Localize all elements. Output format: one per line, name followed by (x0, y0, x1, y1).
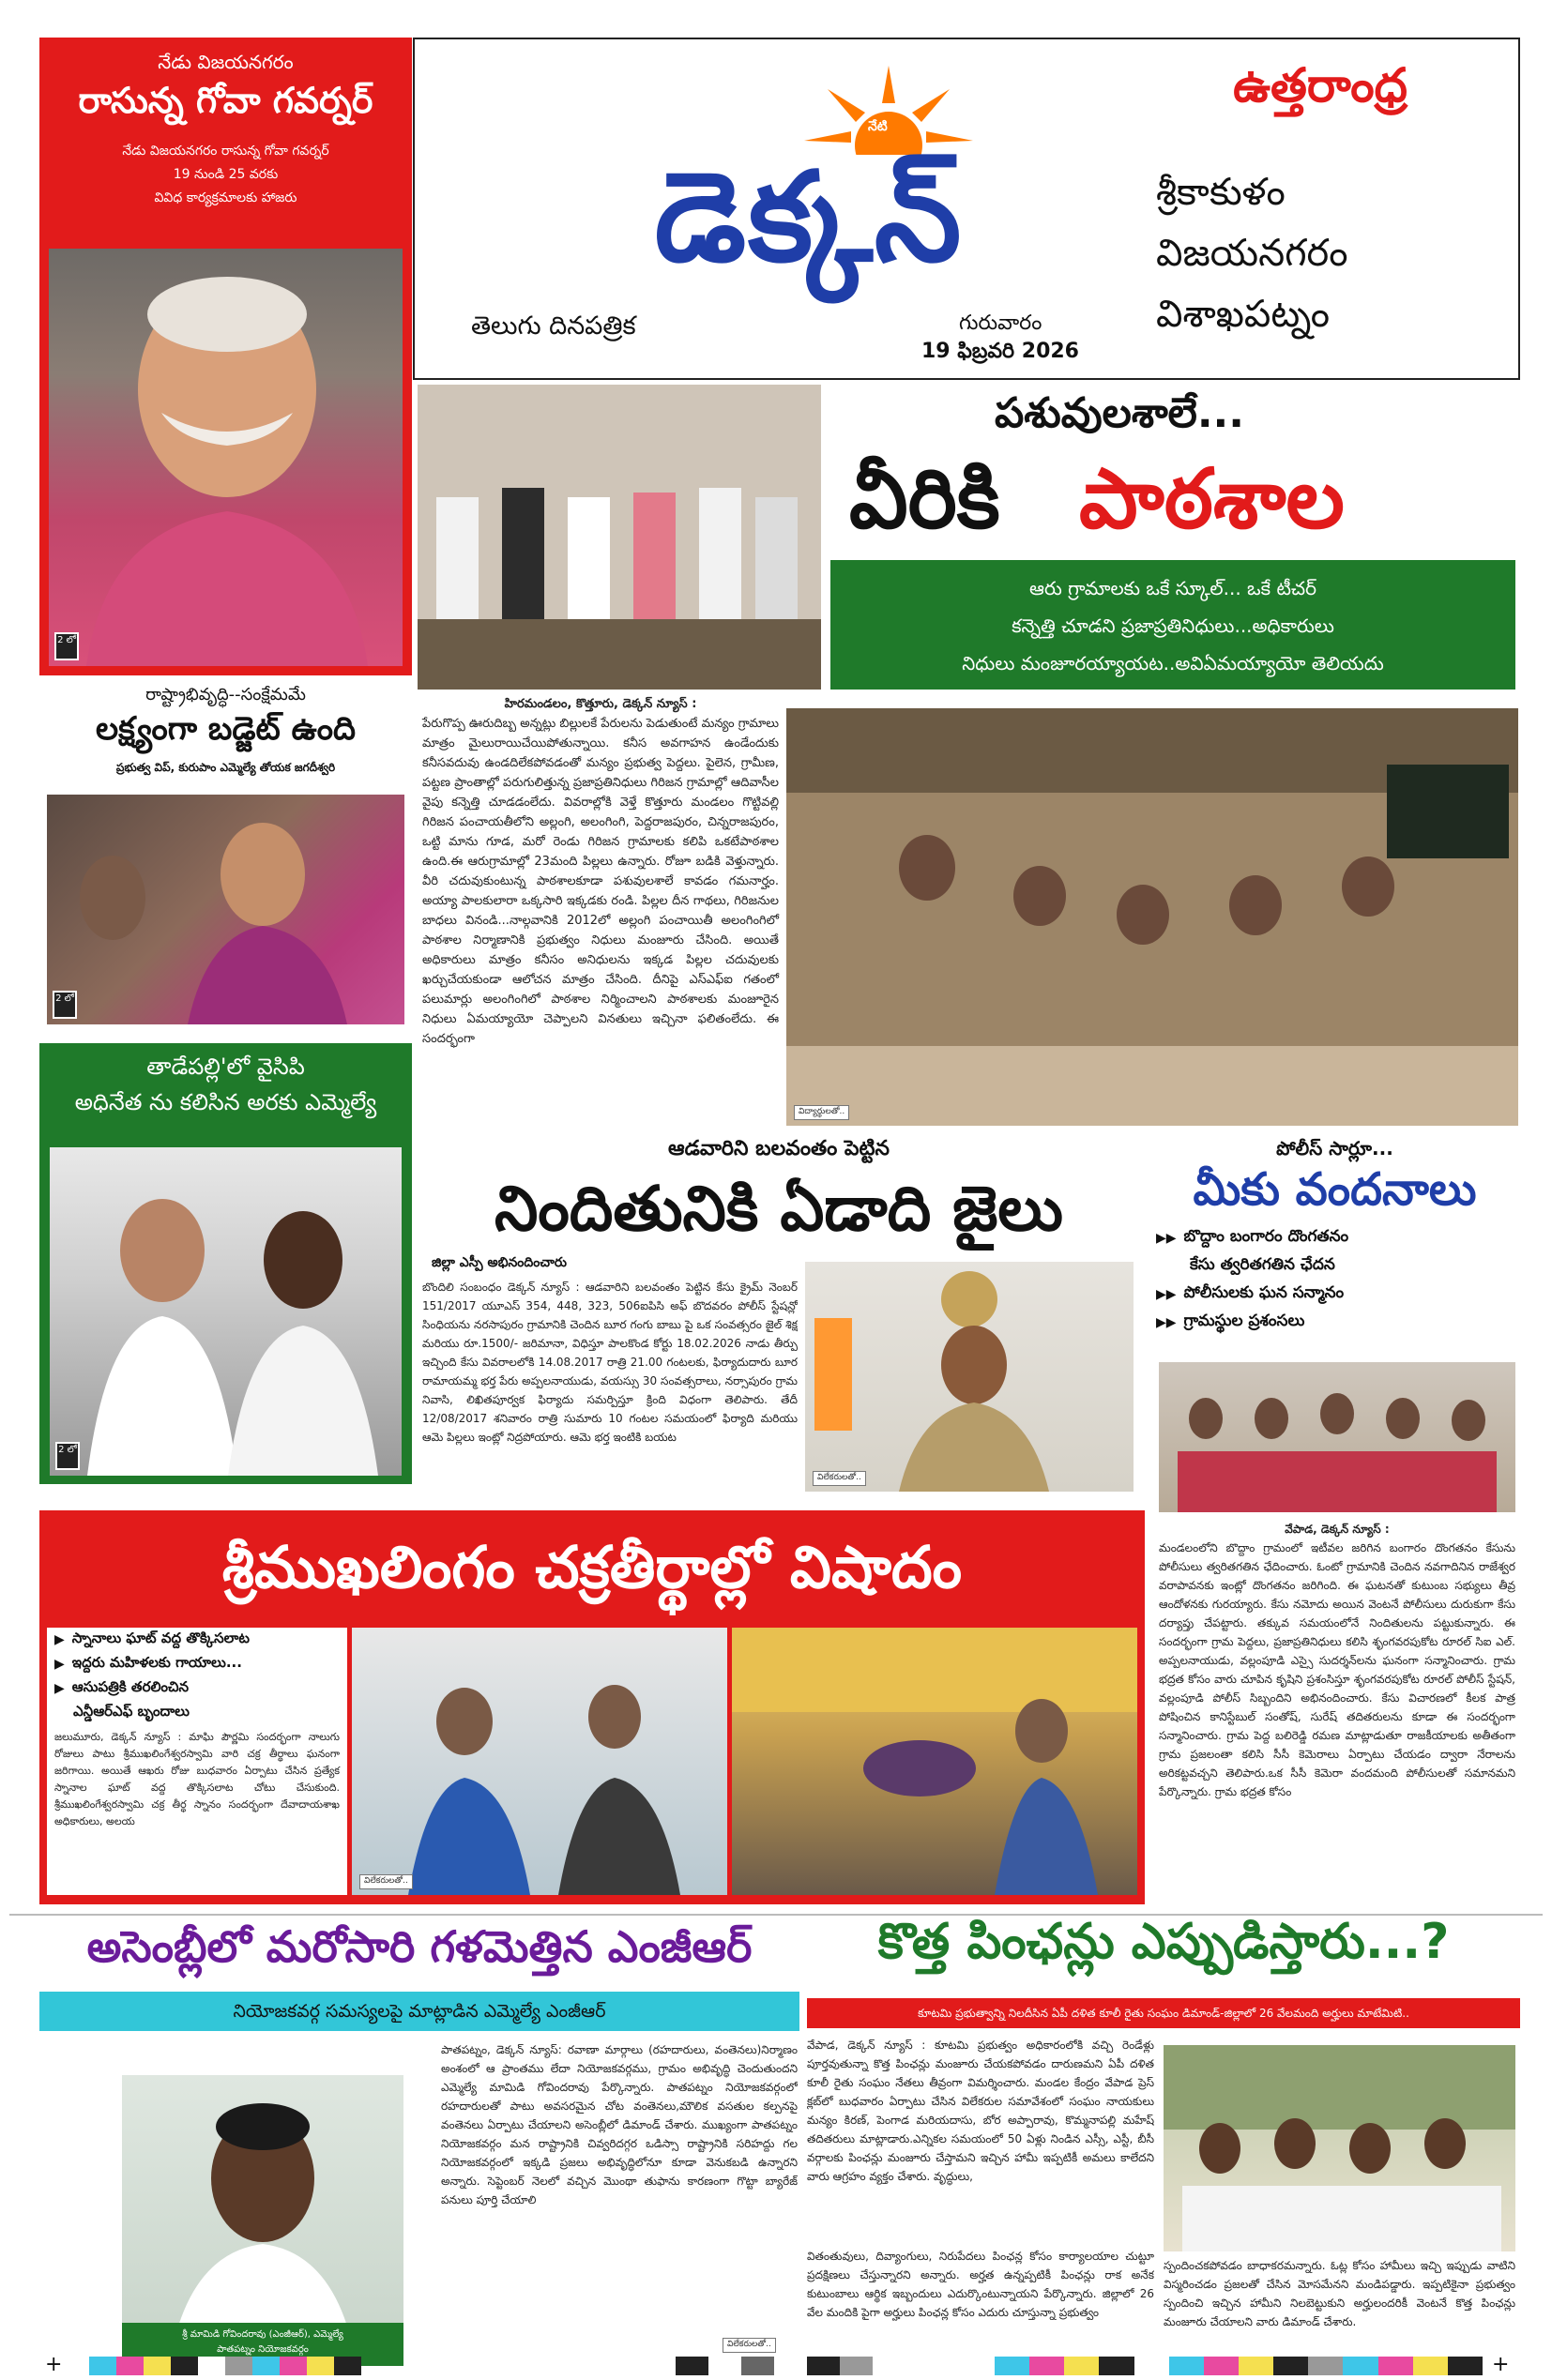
sun-logo-icon (799, 66, 978, 155)
bullet-arrow-icon: ▶▶ (1156, 1231, 1177, 1246)
masthead-date: 19 ఫిబ్రవరి 2026 (921, 340, 1079, 363)
governor-line-2: 19 నుండి 25 వరకు (173, 167, 279, 182)
footer-plus-left: + (45, 2353, 63, 2376)
budget-headline: లక్ష్యంగా బడ్జెట్ ఉంది (96, 710, 356, 748)
tadepalli-line1: తాడేపల్లి'లో వైసిపి (146, 1054, 305, 1080)
budget-section (39, 677, 412, 1029)
pension-photo (1164, 2045, 1515, 2251)
district-2: విజయనగరం (1156, 232, 1348, 275)
school-green-line-2: కన్నెత్తి చూడని ప్రజాప్రతినిధులు...అధికారులు (1012, 614, 1334, 637)
police-bullet-2: కేసు త్వరితగతిన ఛేదన (1190, 1255, 1335, 1274)
masthead-subtitle: తెలుగు దినపత్రిక (471, 311, 636, 341)
school-green-line-3: నిధులు మంజూరయ్యాయట..అవిఏమయ్యాయో తెలియదు (962, 652, 1384, 675)
srimukha-rescue-illustration (732, 1628, 1137, 1895)
police-bullet-3: ▶▶ పోలీసులకు ఘన సన్మానం (1156, 1283, 1345, 1302)
tadepalli-page-tag: 2 లో (55, 1442, 80, 1470)
masthead-title: డెక్కన్ (654, 145, 964, 290)
srimukha-box (39, 1510, 1145, 1904)
srimukha-headline: శ్రీముఖలింగం చక్రతీర్థాల్లో విషాదం (221, 1533, 963, 1601)
masthead-weekday: గురువారం (959, 311, 1042, 335)
bullet-arrow-icon: ▶ (54, 1681, 65, 1696)
school-body: పేరుగొప్ప ఊరుదిబ్బ అన్నట్లు బిల్లులకే పేరులను పెడుతుంటే మన్యం గ్రామాలు మాత్రం మైలురాయిచేయిపోతున్నాయి. కనీస అవగాహన ఉండేందుకు కనీసవదువు ఉండదిలేకపోవడంతో మన్యం ప్రభుత్వ పెద్దలు. పైలెన, గ్రామీణ, పట్టణ ప్రాంతాల్లో పరుగులిత్తున్న ప్రజాప్రతినిధులు గిరిజన గ్రామాల్లో ఆదివాసీల వైపు కన్నెత్తి చూడడంలేదు. వివరాల్లోకి వెళ్తే కొత్తూరు మండలం గొట్టివల్లి గిరిజన పంచాయతీలోని అల్లంగి, అలంగింగి, పెద్దరాజపురం, చిన్నరాజపురం, ఒట్టి మాను గూడ, మరో రెండు గిరిజన గ్రామాలకు కలిపి ఒకటేపాఠశాల ఉంది.ఈ ఆరుగ్రామాల్లో 23మంది పిల్లలు ఉన్నారు. రోజూ బడికి వెళ్తున్నారు. వీరి చదువుకుంటున్న పాఠశాలకూడా పశువులశాలే కావడం గమనార్హం. అయ్యా పాలకులారా ఒక్కసారి ఇక్కడకు రండి. పిల్లల దీన గాథలు, గిరిజనుల బాధలు వినండి...నాల్గవానికి 2012లో అల్లంగి పంచాయితీ అలంగింగిలో పాఠశాల నిర్మాణానికి ప్రభుత్వం నిధులు మంజూరు చేసింది. అయితే అధికారులు మాత్రం కనీసం అనిధులను ఇక్కడ పిల్లల చదువులకు ఖర్చుచేయకుండా ఆలోచన మాత్రం చేసింది. దీనిపై ఎస్ఎఫ్ఐ గతంలో పలుమార్లు అలంగింగిలో పాఠశాల నిర్మించాలని పాఠశాలకు మంజూరైన నిధులు ఏమయ్యాయో చెప్పాలని వినతులు ఇచ్చినా ఫలితంలేదు. ఈ సందర్భంగా (422, 717, 779, 1046)
budget-photo-illustration (47, 795, 404, 1024)
mgr-sub: నియోజకవర్గ సమస్యలపై మాట్లాడిన ఎమ్మెల్యే ఎంజీఆర్ (233, 2001, 606, 2022)
srimukha-bullet-3: ▶ ఆసుపత్రికి తరలించిన (54, 1678, 189, 1696)
school-classroom-photo (786, 708, 1518, 1126)
tadepalli-line2: అధినేత ను కలిసిన అరకు ఎమ్మెల్యే (74, 1089, 377, 1115)
police-headline: మీకు వందనాలు (1193, 1163, 1477, 1216)
budget-photo (47, 795, 404, 1024)
jail-kicker: ఆడవారిని బలవంతం పెట్టిన (668, 1137, 890, 1160)
district-3: విశాఖపట్నం (1156, 293, 1330, 336)
budget-sub: ప్రభుత్వ విప్, కురుపాం ఎమ్మెల్యే తోయక జగదీశ్వరి (115, 761, 336, 774)
governor-line-3: వివిధ కార్యక్రమాలకు హాజరు (154, 190, 297, 205)
police-bullet-1: ▶▶ బొద్దాం బంగారం దొంగతనం (1156, 1227, 1349, 1246)
school-green-line-1: ఆరు గ్రామాలకు ఒకే స్కూల్... ఒకే టీచర్ (1029, 577, 1316, 599)
jail-sub: జిల్లా ఎస్పీ అభినందించారు (432, 1255, 567, 1270)
srimukha-left-panel (47, 1628, 347, 1895)
srimukha-bullet-1: ▶ స్నానాలు ఘాట్ వద్ద తొక్కిసలాట (54, 1630, 250, 1647)
jail-sp-illustration (805, 1262, 1134, 1492)
pension-body-right: స్పందించకపోవడం బాధాకరమన్నారు. ఓట్ల కోసం హామీలు ఇచ్చి ఇప్పుడు వాటిని విస్మరించడం ప్రజలతో చేసిన మోసమేనని మండిపడ్డారు. ఇప్పటికైనా ప్రభుత్వం స్పందించి ఇచ్చిన హామీని నిలబెట్టుకుని అర్హులందరికీ వెంటనే కొత్త పింఛన్లు మంజూరు చేయాలని వారు డిమాండ్ చేశారు. (1164, 2259, 1515, 2328)
masthead-region: ఉత్తరాంధ్ర (1233, 58, 1407, 113)
mgr-headline: అసెంబ్లీలో మరోసారి గళమెత్తిన ఎంజీఆర్ (86, 1921, 753, 1972)
masthead (413, 38, 1520, 380)
srimukha-photo-credit: విలేకరులతో.. (359, 1874, 413, 1889)
governor-page-tag: 2 లో (54, 632, 79, 660)
sun-text: నేటి (868, 119, 888, 134)
governor-headline: రాసున్న గోవా గవర్నర్ (78, 80, 373, 121)
bullet-arrow-icon: ▶ (54, 1632, 65, 1647)
school-top-photo (418, 385, 821, 690)
srimukha-photo-right (732, 1628, 1137, 1895)
tadepalli-photo (50, 1147, 402, 1476)
police-bullet-4: ▶▶ గ్రామస్థుల ప్రశంసలు (1156, 1311, 1305, 1330)
budget-page-tag: 2 లో (53, 991, 77, 1019)
jail-headline: నిందితునికి ఏడాది జైలు (494, 1173, 1064, 1245)
police-dateline: వేపాడ, డెక్కన్ న్యూస్ : (1285, 1523, 1390, 1536)
pension-sub-bar (807, 1998, 1520, 2028)
srimukha-photo-left (352, 1628, 727, 1895)
tadepalli-photo-illustration (50, 1147, 402, 1476)
pension-photo-illustration (1164, 2045, 1515, 2251)
footer-plus-right: + (1492, 2353, 1510, 2376)
police-body: మండలంలోని బొద్దాం గ్రామంలో ఇటీవల జరిగిన బంగారం దొంగతనం కేసును పోలీసులు త్వరితగతిన ఛేదించారు. ఓంటో గ్రామానికి చెందిన నవగాదినిన రాజేశ్వర వరాపావనకు ఇంట్లో దొంగతనం జరిగింది. ఈ ఘటనతో కుటుంబ సభ్యులు తీవ్ర ఆందోళనకు గురయ్యారు. కేసు నమోదు అయిన వెంటనే పోలీసులు దురుకుగా కేసు దర్యాప్తు చేపట్టారు. తక్కువ సమయంలోనే నిందితులను పట్టుకున్నారు. ఈ సందర్భంగా గ్రామ పెద్దలు, ప్రజాప్రతినిధులు కలిసి శృంగవరపుకోట రూరల్ సిఐ ఎల్. అప్పలనాయుడు, వల్లంపూడి ఎస్సై సుదర్శన్‌లను ఘనంగా సన్మానించారు. గ్రామ భద్రత కోసం వారు చూపిన కృషిని ప్రశంసిస్తూ శృంగవరపుకోట రూరల్ పోలీస్ స్టేషన్, వల్లంపూడి పోలీస్ సిబ్బందిని అభినందించారు. కేసు విచారణలో కీలక పాత్ర పోషించిన కానిస్టేబుల్ సంతోష్, సురేష్ తదితరులను కూడా ఈ సందర్భంగా సన్మానించారు. గ్రామ పెద్ద బలిరెడ్డి రమణ మాట్లాడుతూ రాజకీయాలకు అతీతంగా గ్రామ ప్రజలంతా కలిసి సీసీ కెమెరాలు ఏర్పాటు చేయడం ద్వారా నేరాలను అరికట్టవచ్చని తెలిపారు.ఒక సీసీ కెమెరా వందమంది పోలీసులతో సమానమని పేర్కొన్నారు. గ్రామ భద్రత కోసం (1159, 1541, 1515, 1798)
police-bullets (1156, 1224, 1513, 1337)
school-headline-black: వీరికి (849, 450, 1000, 547)
governor-portrait-illustration (49, 249, 403, 666)
jail-photo-credit: విలేకరులతో.. (813, 1471, 866, 1486)
bullet-arrow-icon: ▶▶ (1156, 1287, 1177, 1302)
bullet-arrow-icon: ▶▶ (1156, 1315, 1177, 1330)
color-registration-bar-mid (676, 2357, 873, 2375)
school-article (422, 694, 779, 1135)
mgr-caption-name: శ్రీ మామిడి గోవిందరావు (ఎంజీఆర్), ఎమ్మెల్యే (182, 2329, 343, 2340)
srimukha-bullet-2: ▶ ఇద్దరు మహిళలకు గాయాలు... (54, 1654, 242, 1672)
police-article (1159, 1520, 1515, 1914)
district-1: శ్రీకాకుళం (1156, 171, 1286, 214)
school-classroom-illustration (786, 708, 1518, 1126)
pension-body-left: వేపాడ, డెక్కన్ న్యూస్ : కూటమి ప్రభుత్వం అధికారంలోకి వచ్చి రెండేళ్లు పూర్తవుతున్నా కొత్త పింఛన్లు మంజూరు చేయకపోవడం దారుణమని ఏపీ దళిత కూలీ రైతు సంఘం నేతలు తీవ్రంగా విమర్శించారు. మండల కేంద్రం వేపాడ ప్రెస్ క్లబ్‌లో బుధవారం ఏర్పాటు చేసిన విలేకరుల సమావేశంలో సంఘం నాయకులు మన్యం కిరణ్, పెంగాడ మరియదాసు, బోర అప్పారావు, కొమ్మనాపల్లి మహేష్ తదితరులు మాట్లాడారు.ఎన్నికల సమయంలో 50 ఏళ్లు నిండిన ఎస్సీ, ఎస్టీ, బీసీ వర్గాలకు పింఛన్లు మంజూరు చేస్తామని ఇచ్చిన హామీ ఇప్పటికీ అమలు కాలేదని వారు ఆగ్రహం వ్యక్తం చేశారు. వృద్ధులు, (807, 2039, 1154, 2183)
mgr-photo-credit: విలేకరులతో.. (723, 2338, 776, 2353)
mgr-body: పాతపట్నం, డెక్కన్ న్యూస్: రవాణా మార్గాలు (రహదారులు, వంతెనలు)నిర్మాణం అంశంలో ఆ ప్రాంతము లేదా నియోజకవర్గము, గ్రామం అభివృద్ధి చెందుతుందని ఎమ్మెల్యే మామిడి గోవిందరావు పేర్కొన్నారు. పాతపట్నం నియోజకవర్గంలో రహదారులతో పాటు అవసరమైన చోట వంతెనలు,మౌలిక వసతుల కల్పనపై వంతెనలు ఏర్పాటు చేయాలని అసెంబ్లీలో డిమాండ్ చేశారు. ముఖ్యంగా పాతపట్నం నియోజకవర్గం మన రాష్ట్రానికి చివ్వరిదగ్గర ఒడిస్సా రాష్ట్రానికి సరిహద్దు గల నియోజకవర్గంలో ఇక్కడి ప్రజలు అభివృద్ధిలోనూ కూడా వెనుకబడి ఉన్నారని అన్నారు. సెప్టెంబర్ నెలలో వచ్చిన మొంథా తుఫాను కారణంగా గొట్టా బ్యారేజ్ పనులు పూర్తి చేయాలి (441, 2043, 798, 2206)
jail-body: బొందిలి సంబంధం డెక్కన్ న్యూస్ : ఆడవారిని బలవంతం పెట్టిన కేసు క్రైమ్ నెంబర్ 151/2017 యూఎస్ 354, 448, 323, 506ఐపిసి అఫ్ బొదవరం పోలీస్ స్టేషన్లో సింధియను నరసాపురం గ్రామానికి చెందిన బూర గంగు బాబు పై ఒక సంవత్సరం జైల్ శిక్ష మరియు రూ.1500/- జరిమానా, విధిస్తూ పాలకొండ కోర్టు 18.02.2026 నాడు తీర్పు ఇచ్చింది కేసు వివరాలలోకి 14.08.2017 రాత్రి 21.00 గంటలకు, ఫిర్యాదుదారు బూర రామాయమ్మ భర్త పేరు అప్పలనాయుడు, వయస్సు 30 సంవత్సరాలు, నర్సాపురం గ్రామ నివాసి, లిఖితపూర్వక ఫిర్యాదు సమర్పిస్తూ క్రింది విధంగా తెలిపారు. తేదీ 12/08/2017 శనివారం రాత్రి సుమారు 10 గంటల సమయంలో ఫిర్యాది మరియు ఆమె పిల్లలు ఇంట్లో నిద్రపోయారు. ఆమె భర్త ఇంటికి బయట (422, 1281, 798, 1444)
bullet-arrow-icon: ▶ (54, 1657, 65, 1672)
school-headline-red: పాఠశాల (1079, 450, 1345, 547)
mgr-photo (122, 2075, 403, 2366)
mgr-caption-place: పాతపట్నం నియోజకవర్గం (217, 2344, 309, 2355)
srimukha-ambulance-illustration (352, 1628, 727, 1895)
school-green-bar (830, 560, 1515, 690)
police-felicitation-illustration (1159, 1362, 1515, 1512)
pension-headline: కొత్త పింఛన్లు ఎప్పుడిస్తారు...? (877, 1914, 1450, 1970)
pension-sub: కూటమి ప్రభుత్వాన్ని నిలదీసిన ఏపీ దళిత కూలీ రైతు సంఘం డిమాండ్-జిల్లాలో 26 వేలమంది అర్హులు మాటేమిటి.. (918, 2007, 1409, 2020)
tadepalli-box (39, 1043, 412, 1484)
governor-line-1: నేడు విజయనగరం రాసున్న గోవా గవర్నర్ (122, 144, 329, 159)
mgr-sub-bar (39, 1992, 799, 2031)
school-kicker: పశువులశాలే... (995, 389, 1244, 437)
srimukha-bullet-4: ఎన్డీఆర్ఎఫ్ బృందాలు (73, 1703, 190, 1720)
school-top-photo-illustration (418, 385, 821, 690)
jail-sp-photo (805, 1262, 1134, 1492)
budget-kicker: రాష్ట్రాభివృద్ధి--సంక్షేమమే (145, 685, 306, 705)
school-photo-credit: విద్యార్థులతో.. (794, 1105, 849, 1120)
srimukha-body: జలుమూరు, డెక్కన్ న్యూస్ : మాఘి పౌర్ణమి సందర్భంగా నాలుగు రోజులు పాటు శ్రీముఖలింగేశ్వరస్వామి వారి చక్ర తీర్థాలు ఘనంగా జరిగాయి. అయితే ఆఖరు రోజు బుధవారం ఏర్పాటు చేసిన ప్రత్యేక స్నానాల ఘాట్ వద్ద తొక్కిసలాట చోటు చేసుకుంది. శ్రీముఖలింగేశ్వరస్వామి చక్ర తీర్థ స్నానం సందర్భంగా దేవాదాయశాఖ అధికారులు, అలయ (54, 1731, 340, 1827)
governor-box (39, 38, 412, 675)
school-dateline: హిరమండలం, కొత్తూరు, డెక్కన్ న్యూస్ : (504, 697, 697, 711)
police-felicitation-photo (1159, 1362, 1515, 1512)
color-registration-bar-right (995, 2357, 1483, 2375)
governor-photo (49, 249, 403, 666)
police-kicker: పోలీస్ సార్లూ... (1276, 1137, 1393, 1160)
governor-kicker: నేడు విజయనగరం (158, 51, 294, 73)
color-registration-bar-left (89, 2357, 361, 2375)
pension-body-bottom: వితంతువులు, దివ్యాంగులు, నిరుపేదలు పింఛన్ల కోసం కార్యాలయాల చుట్టూ ప్రదక్షిణలు చేస్తున్నారని అన్నారు. అర్హత ఉన్నప్పటికీ పింఛన్లు రాక అనేక కుటుంబాలు ఆర్థిక ఇబ్బందులు ఎదుర్కొంటున్నాయని పేర్కొన్నారు. జిల్లాలో 26 వేల మందికి పైగా అర్హులు పింఛన్ల కోసం ఎదురు చూస్తున్నా ప్రభుత్వం (807, 2250, 1154, 2319)
